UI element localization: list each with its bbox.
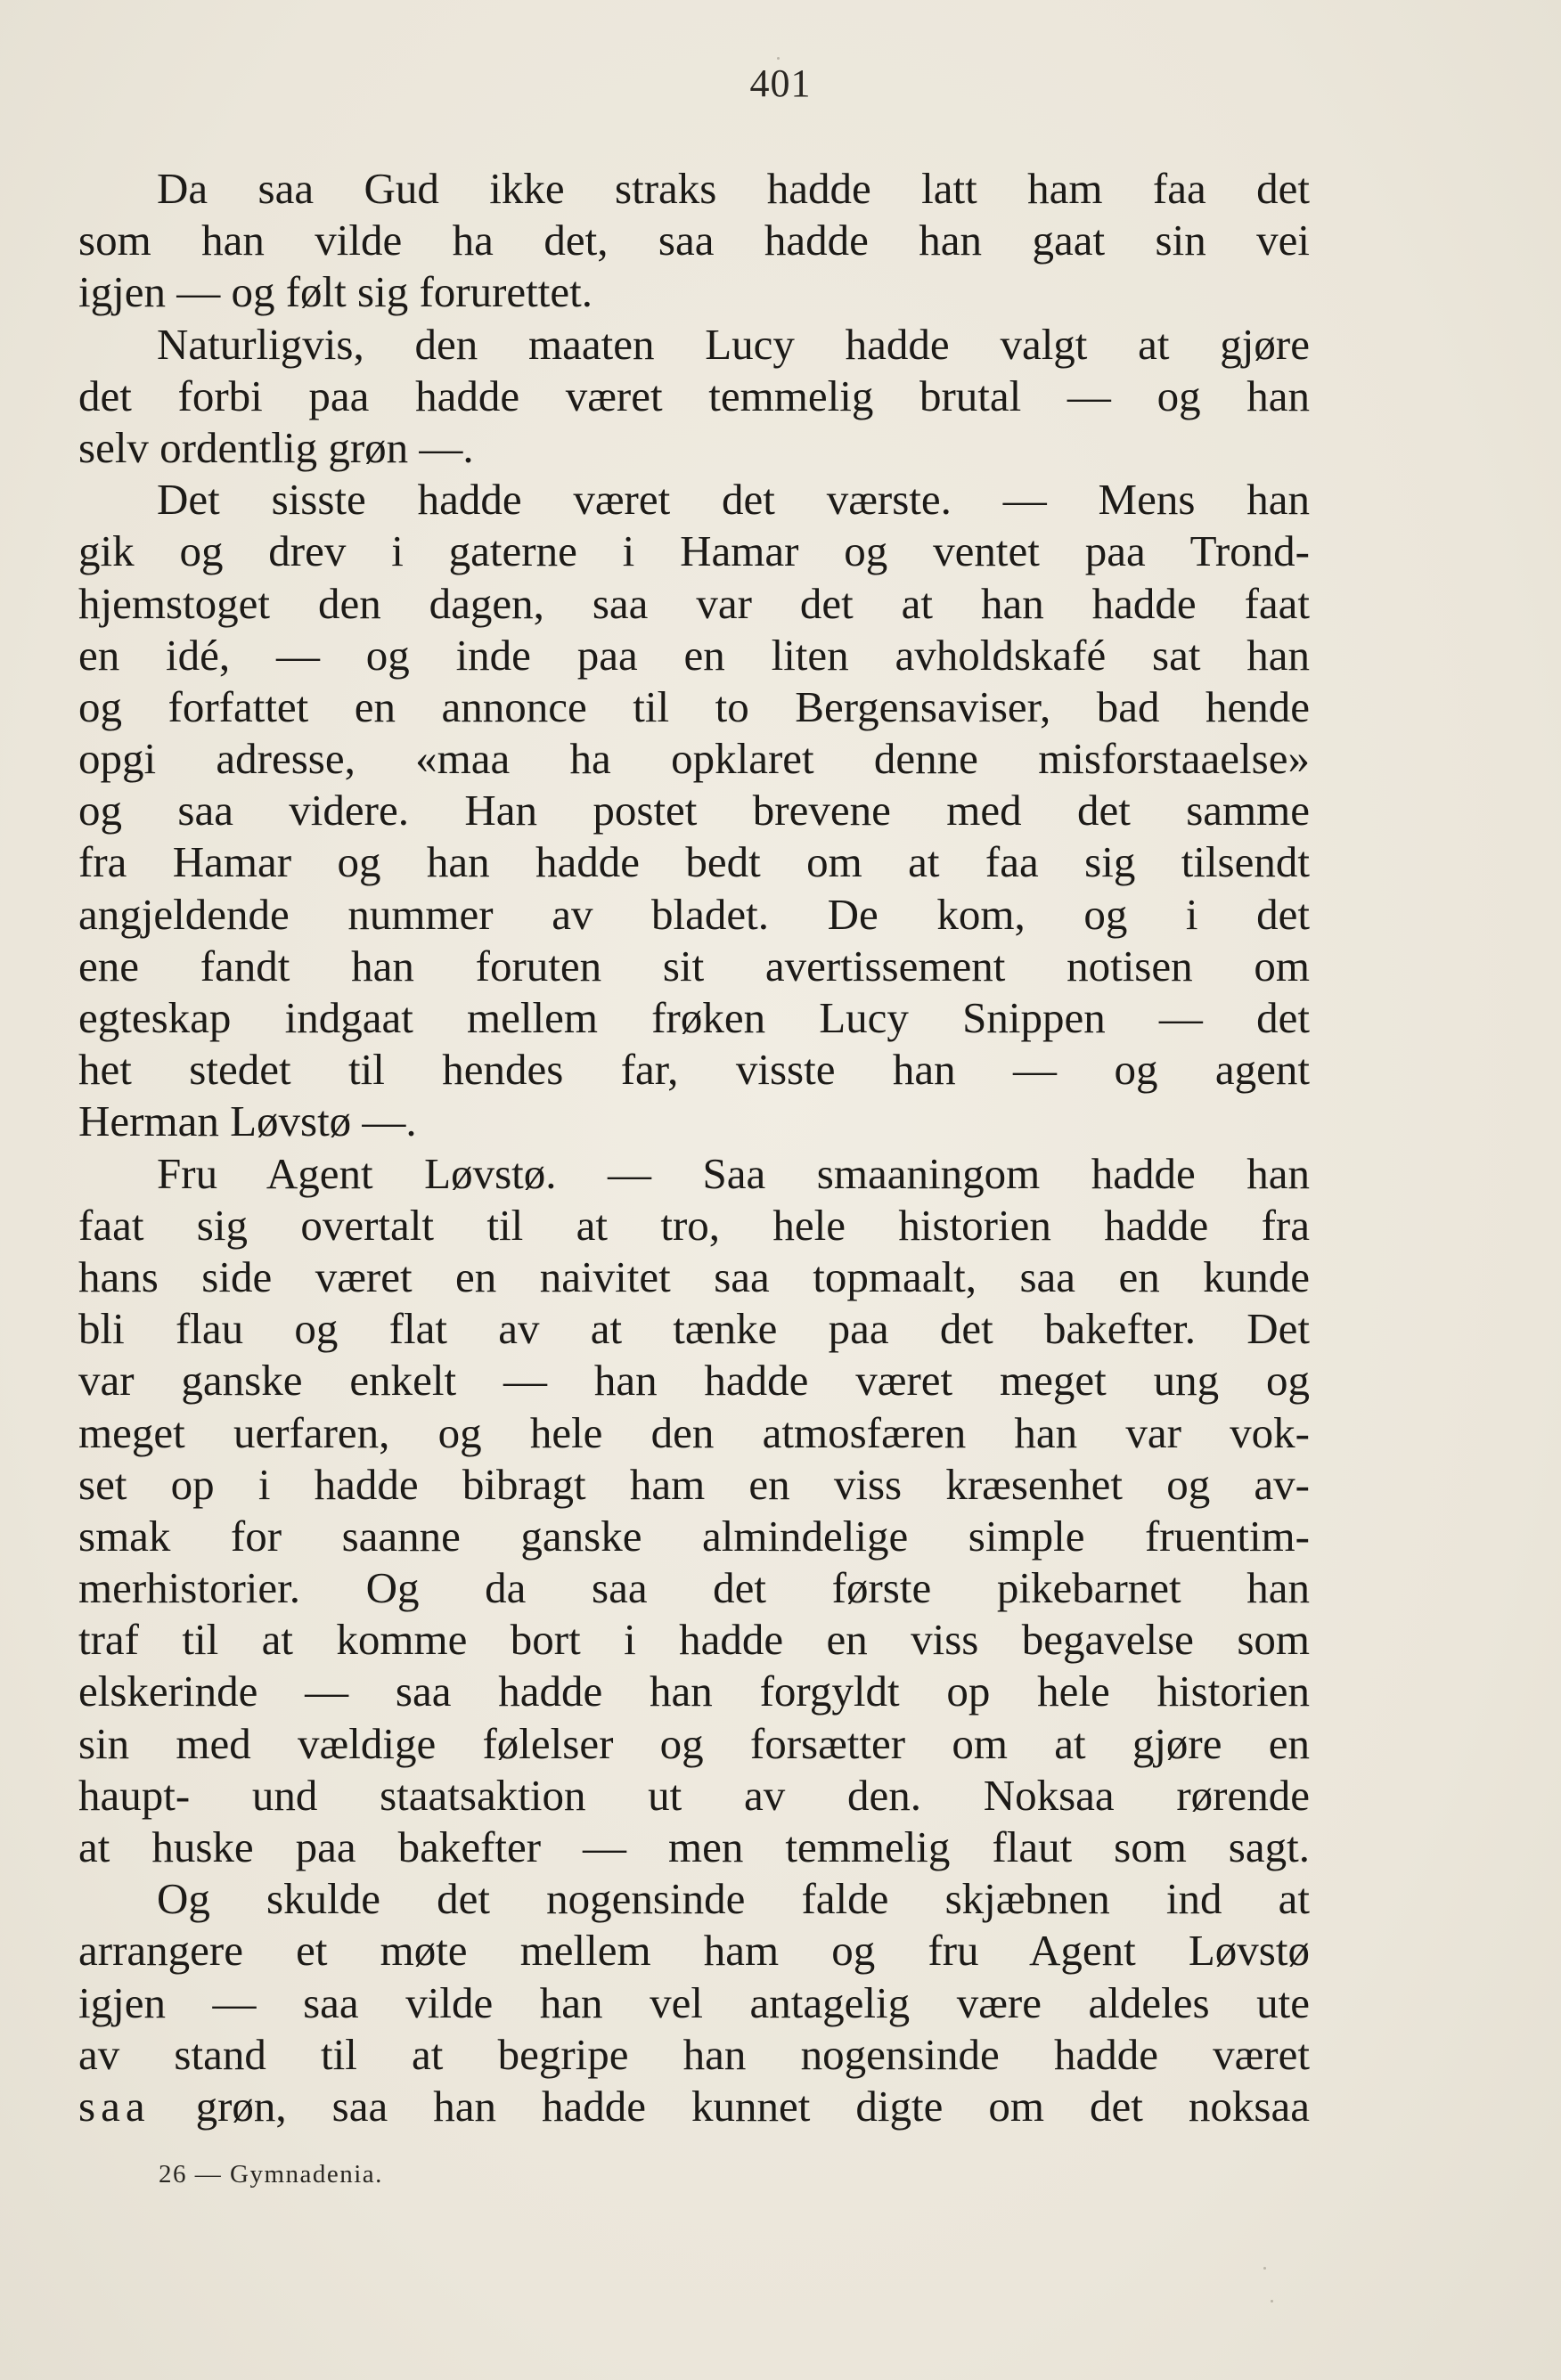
text-line: det forbi paa hadde været temmelig brutal — og han: [78, 371, 1310, 420]
text-line: Og skulde det nogensinde falde skjæbnen ind at: [157, 1874, 1310, 1924]
text-line: meget uerfaren, og hele den atmosfæren han var vok-: [78, 1407, 1310, 1457]
text-line: en idé, — og inde paa en liten avholdskafé sat han: [78, 630, 1310, 680]
paper-speck: [1271, 2300, 1273, 2303]
text-line: selv ordentlig grøn —.: [78, 422, 474, 472]
text-line: merhistorier. Og da saa det første pikebarnet han: [78, 1563, 1310, 1613]
text-line: angjeldende nummer av bladet. De kom, og i det: [78, 889, 1310, 939]
page-number: 401: [749, 61, 812, 105]
text-line: gik og drev i gaterne i Hamar og ventet paa Trond-: [78, 526, 1310, 576]
text-line: Herman Løvstø —.: [78, 1096, 417, 1146]
text-line: ene fandt han foruten sit avertissement notisen om: [78, 941, 1310, 990]
text-line: som han vilde ha det, saa hadde han gaat sin vei: [78, 216, 1310, 265]
text-line: arrangere et møte mellem ham og fru Agent Løvstø: [78, 1926, 1310, 1976]
text-line-final: [78, 2081, 1310, 2132]
text-line: sin med vældige følelser og forsætter om at gjøre en: [78, 1718, 1310, 1768]
emphasized-word: saa: [78, 2081, 151, 2131]
text-line: igjen — og følt sig forurettet.: [78, 267, 593, 317]
body-text: [78, 163, 1310, 2132]
paper-speck: [777, 57, 780, 60]
text-line: set op i hadde bibragt ham en viss kræsenhet og av-: [78, 1459, 1310, 1509]
text-line: traf til at komme bort i hadde en viss begavelse som: [78, 1615, 1310, 1665]
text-line: elskerinde — saa hadde han forgyldt op hele historien: [78, 1667, 1310, 1716]
text-line: hjemstoget den dagen, saa var det at han hadde faat: [78, 578, 1310, 628]
text-line: og saa videre. Han postet brevene med det samme: [78, 786, 1310, 835]
text-line: faat sig overtalt til at tro, hele historien hadde fra: [78, 1200, 1310, 1250]
text-line: smak for saanne ganske almindelige simple fruentim-: [78, 1511, 1310, 1561]
text-line: at huske paa bakefter — men temmelig flaut som sagt.: [78, 1822, 1310, 1871]
text-line: opgi adresse, «maa ha opklaret denne misforstaaelse»: [78, 734, 1310, 784]
text-line: bli flau og flat av at tænke paa det bakefter. Det: [78, 1304, 1310, 1354]
text-line: egteskap indgaat mellem frøken Lucy Snippen — det: [78, 993, 1310, 1042]
text-line: var ganske enkelt — han hadde været meget ung og: [78, 1356, 1310, 1406]
text-line: igjen — saa vilde han vel antagelig være aldeles ute: [78, 1977, 1310, 2027]
final-line-rest: grøn, saa han hadde kunnet digte om det noksaa: [150, 2081, 1310, 2131]
text-line: av stand til at begripe han nogensinde hadde været: [78, 2029, 1310, 2079]
text-line: Naturligvis, den maaten Lucy hadde valgt at gjøre: [157, 319, 1310, 369]
text-line: Da saa Gud ikke straks hadde latt ham faa det: [157, 164, 1310, 213]
text-line: het stedet til hendes far, visste han — og agent: [78, 1045, 1310, 1095]
text-line: Det sisste hadde været det værste. — Mens han: [157, 475, 1310, 525]
text-line: og forfattet en annonce til to Bergensaviser, bad hende: [78, 681, 1310, 731]
signature-footer: 26 — Gymnadenia.: [159, 2160, 383, 2188]
text-line: haupt- und staatsaktion ut av den. Noksaa rørende: [78, 1770, 1310, 1820]
text-line: fra Hamar og han hadde bedt om at faa sig tilsendt: [78, 837, 1310, 887]
text-line: Fru Agent Løvstø. — Saa smaaningom hadde han: [157, 1148, 1310, 1198]
text-line: hans side været en naivitet saa topmaalt, saa en kunde: [78, 1251, 1310, 1301]
paper-speck: [1263, 2267, 1266, 2270]
